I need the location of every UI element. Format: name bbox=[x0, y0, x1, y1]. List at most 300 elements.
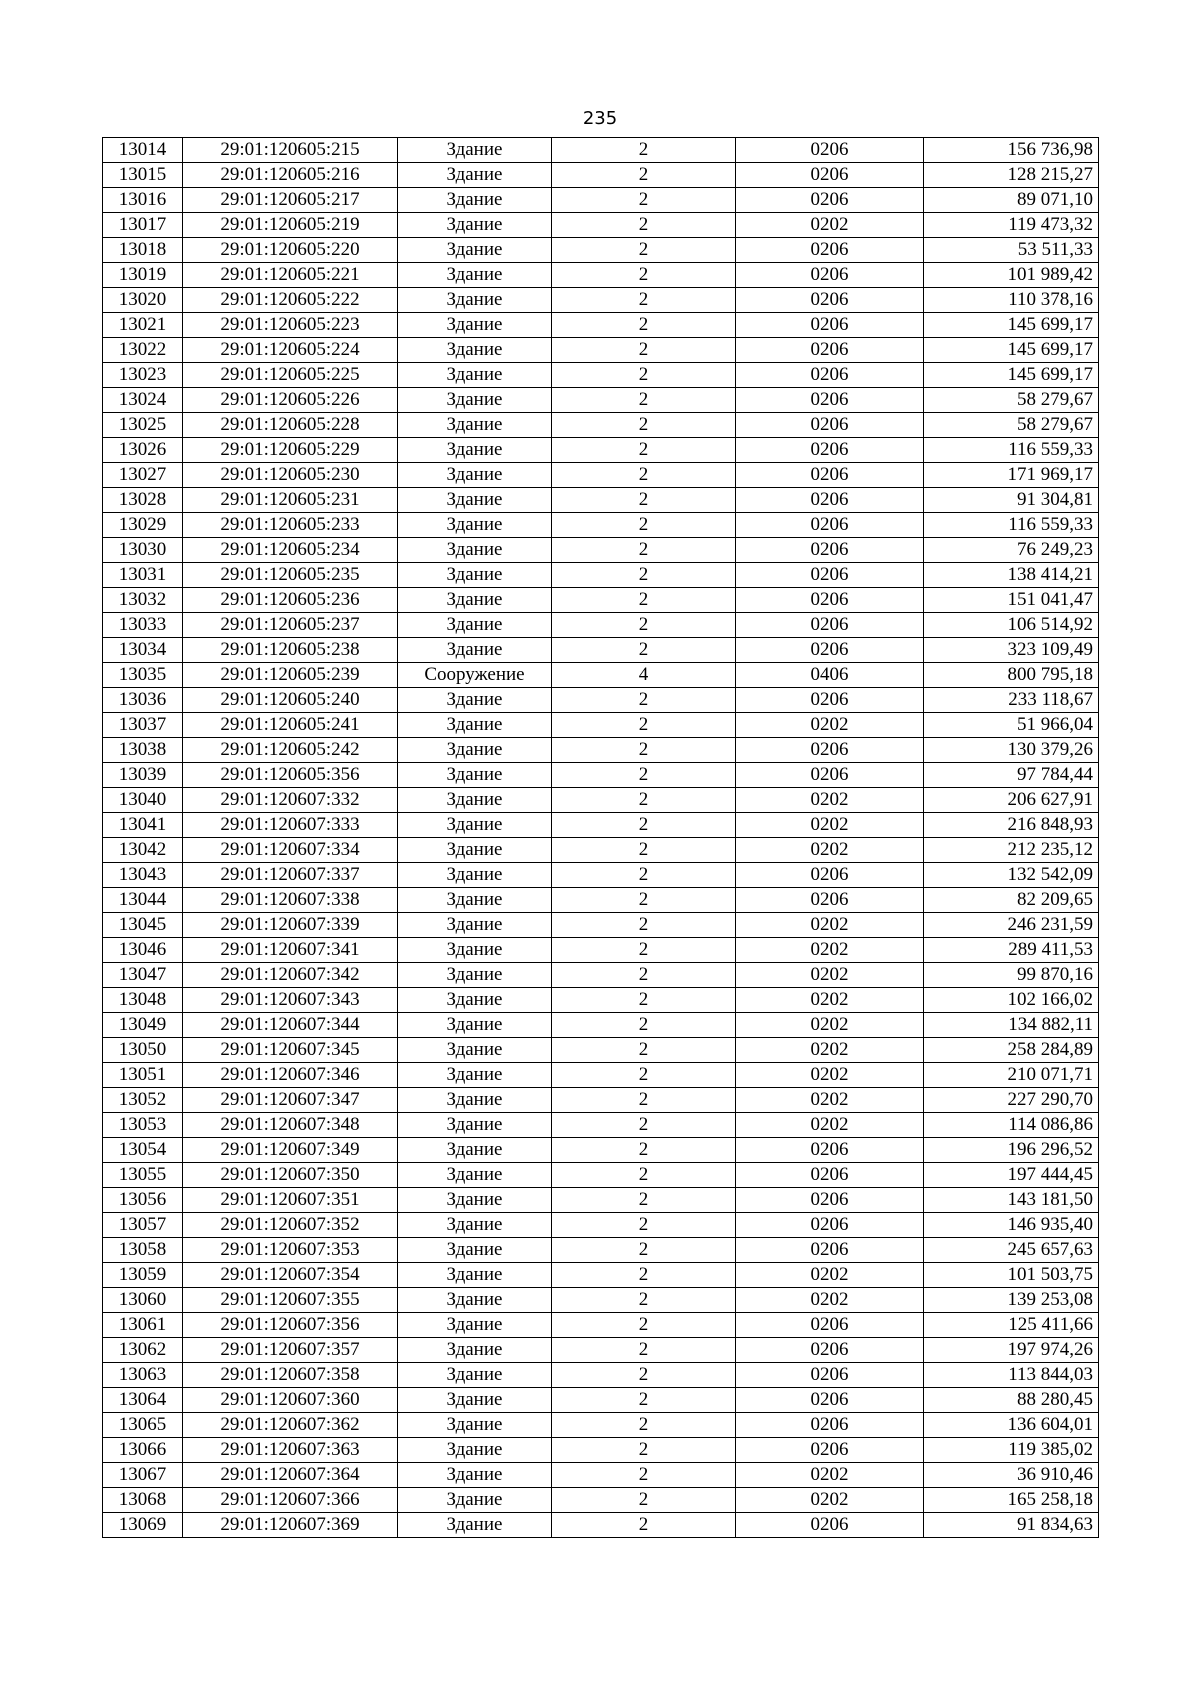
object-type-cell: Здание bbox=[398, 838, 552, 863]
object-type-cell: Здание bbox=[398, 988, 552, 1013]
row-number-cell: 13065 bbox=[103, 1413, 183, 1438]
table-row bbox=[103, 938, 1099, 963]
cadastral-value-cell: 165 258,18 bbox=[924, 1488, 1099, 1513]
group-code-cell: 2 bbox=[552, 238, 736, 263]
object-type-cell: Здание bbox=[398, 1188, 552, 1213]
row-number-cell: 13032 bbox=[103, 588, 183, 613]
group-code-cell: 2 bbox=[552, 1463, 736, 1488]
table-row bbox=[103, 688, 1099, 713]
cadastral-number-cell: 29:01:120605:217 bbox=[183, 188, 398, 213]
group-code-cell: 2 bbox=[552, 488, 736, 513]
type-code-cell: 0202 bbox=[736, 813, 924, 838]
table-row bbox=[103, 1138, 1099, 1163]
cadastral-number-cell: 29:01:120605:221 bbox=[183, 263, 398, 288]
type-code-cell: 0206 bbox=[736, 313, 924, 338]
object-type-cell: Здание bbox=[398, 263, 552, 288]
cadastral-number-cell: 29:01:120607:357 bbox=[183, 1338, 398, 1363]
group-code-cell: 2 bbox=[552, 638, 736, 663]
type-code-cell: 0206 bbox=[736, 1313, 924, 1338]
group-code-cell: 2 bbox=[552, 588, 736, 613]
type-code-cell: 0202 bbox=[736, 1063, 924, 1088]
cadastral-number-cell: 29:01:120605:356 bbox=[183, 763, 398, 788]
cadastral-value-cell: 156 736,98 bbox=[924, 138, 1099, 163]
type-code-cell: 0202 bbox=[736, 913, 924, 938]
cadastral-number-cell: 29:01:120605:235 bbox=[183, 563, 398, 588]
cadastral-number-cell: 29:01:120607:332 bbox=[183, 788, 398, 813]
table-row bbox=[103, 213, 1099, 238]
object-type-cell: Здание bbox=[398, 188, 552, 213]
object-type-cell: Здание bbox=[398, 688, 552, 713]
table-row bbox=[103, 863, 1099, 888]
table-row bbox=[103, 663, 1099, 688]
cadastral-value-cell: 101 503,75 bbox=[924, 1263, 1099, 1288]
table-row bbox=[103, 1313, 1099, 1338]
cadastral-value-cell: 323 109,49 bbox=[924, 638, 1099, 663]
row-number-cell: 13018 bbox=[103, 238, 183, 263]
cadastral-value-cell: 171 969,17 bbox=[924, 463, 1099, 488]
type-code-cell: 0202 bbox=[736, 1463, 924, 1488]
row-number-cell: 13019 bbox=[103, 263, 183, 288]
type-code-cell: 0202 bbox=[736, 1088, 924, 1113]
cadastral-number-cell: 29:01:120605:224 bbox=[183, 338, 398, 363]
table-row bbox=[103, 1413, 1099, 1438]
row-number-cell: 13035 bbox=[103, 663, 183, 688]
type-code-cell: 0206 bbox=[736, 538, 924, 563]
table-row bbox=[103, 488, 1099, 513]
group-code-cell: 2 bbox=[552, 313, 736, 338]
row-number-cell: 13054 bbox=[103, 1138, 183, 1163]
cadastral-number-cell: 29:01:120605:242 bbox=[183, 738, 398, 763]
row-number-cell: 13061 bbox=[103, 1313, 183, 1338]
cadastral-number-cell: 29:01:120607:338 bbox=[183, 888, 398, 913]
table-row bbox=[103, 263, 1099, 288]
table-row bbox=[103, 513, 1099, 538]
group-code-cell: 2 bbox=[552, 1038, 736, 1063]
object-type-cell: Здание bbox=[398, 1038, 552, 1063]
group-code-cell: 2 bbox=[552, 1513, 736, 1538]
group-code-cell: 2 bbox=[552, 263, 736, 288]
row-number-cell: 13068 bbox=[103, 1488, 183, 1513]
object-type-cell: Здание bbox=[398, 138, 552, 163]
type-code-cell: 0202 bbox=[736, 1113, 924, 1138]
cadastral-value-cell: 227 290,70 bbox=[924, 1088, 1099, 1113]
type-code-cell: 0206 bbox=[736, 738, 924, 763]
type-code-cell: 0206 bbox=[736, 588, 924, 613]
object-type-cell: Здание bbox=[398, 938, 552, 963]
table-row bbox=[103, 1513, 1099, 1538]
row-number-cell: 13036 bbox=[103, 688, 183, 713]
type-code-cell: 0206 bbox=[736, 888, 924, 913]
cadastral-number-cell: 29:01:120607:354 bbox=[183, 1263, 398, 1288]
cadastral-value-cell: 289 411,53 bbox=[924, 938, 1099, 963]
cadastral-value-cell: 143 181,50 bbox=[924, 1188, 1099, 1213]
object-type-cell: Здание bbox=[398, 538, 552, 563]
cadastral-number-cell: 29:01:120605:239 bbox=[183, 663, 398, 688]
object-type-cell: Здание bbox=[398, 963, 552, 988]
object-type-cell: Здание bbox=[398, 1288, 552, 1313]
cadastral-value-cell: 58 279,67 bbox=[924, 413, 1099, 438]
row-number-cell: 13020 bbox=[103, 288, 183, 313]
group-code-cell: 2 bbox=[552, 1338, 736, 1363]
cadastral-number-cell: 29:01:120607:347 bbox=[183, 1088, 398, 1113]
type-code-cell: 0206 bbox=[736, 463, 924, 488]
cadastral-number-cell: 29:01:120605:237 bbox=[183, 613, 398, 638]
object-type-cell: Здание bbox=[398, 638, 552, 663]
object-type-cell: Здание bbox=[398, 238, 552, 263]
object-type-cell: Здание bbox=[398, 713, 552, 738]
row-number-cell: 13051 bbox=[103, 1063, 183, 1088]
group-code-cell: 2 bbox=[552, 463, 736, 488]
row-number-cell: 13015 bbox=[103, 163, 183, 188]
cadastral-value-cell: 88 280,45 bbox=[924, 1388, 1099, 1413]
object-type-cell: Здание bbox=[398, 1413, 552, 1438]
cadastral-number-cell: 29:01:120605:215 bbox=[183, 138, 398, 163]
type-code-cell: 0206 bbox=[736, 1413, 924, 1438]
cadastral-number-cell: 29:01:120605:226 bbox=[183, 388, 398, 413]
group-code-cell: 2 bbox=[552, 513, 736, 538]
type-code-cell: 0206 bbox=[736, 263, 924, 288]
type-code-cell: 0206 bbox=[736, 363, 924, 388]
cadastral-value-cell: 102 166,02 bbox=[924, 988, 1099, 1013]
table-row bbox=[103, 1238, 1099, 1263]
row-number-cell: 13034 bbox=[103, 638, 183, 663]
cadastral-number-cell: 29:01:120607:369 bbox=[183, 1513, 398, 1538]
cadastral-number-cell: 29:01:120605:222 bbox=[183, 288, 398, 313]
object-type-cell: Здание bbox=[398, 213, 552, 238]
cadastral-number-cell: 29:01:120607:355 bbox=[183, 1288, 398, 1313]
group-code-cell: 2 bbox=[552, 1063, 736, 1088]
group-code-cell: 4 bbox=[552, 663, 736, 688]
group-code-cell: 2 bbox=[552, 888, 736, 913]
type-code-cell: 0206 bbox=[736, 1363, 924, 1388]
table-row bbox=[103, 913, 1099, 938]
table-row bbox=[103, 738, 1099, 763]
group-code-cell: 2 bbox=[552, 163, 736, 188]
type-code-cell: 0206 bbox=[736, 638, 924, 663]
type-code-cell: 0206 bbox=[736, 413, 924, 438]
object-type-cell: Здание bbox=[398, 363, 552, 388]
group-code-cell: 2 bbox=[552, 413, 736, 438]
type-code-cell: 0206 bbox=[736, 1213, 924, 1238]
object-type-cell: Здание bbox=[398, 1338, 552, 1363]
group-code-cell: 2 bbox=[552, 1288, 736, 1313]
cadastral-number-cell: 29:01:120605:220 bbox=[183, 238, 398, 263]
type-code-cell: 0206 bbox=[736, 238, 924, 263]
row-number-cell: 13057 bbox=[103, 1213, 183, 1238]
row-number-cell: 13043 bbox=[103, 863, 183, 888]
cadastral-value-cell: 113 844,03 bbox=[924, 1363, 1099, 1388]
table-row bbox=[103, 1063, 1099, 1088]
cadastral-number-cell: 29:01:120607:337 bbox=[183, 863, 398, 888]
group-code-cell: 2 bbox=[552, 1313, 736, 1338]
group-code-cell: 2 bbox=[552, 913, 736, 938]
row-number-cell: 13046 bbox=[103, 938, 183, 963]
cadastral-value-cell: 106 514,92 bbox=[924, 613, 1099, 638]
cadastral-value-cell: 125 411,66 bbox=[924, 1313, 1099, 1338]
table-row bbox=[103, 413, 1099, 438]
cadastral-value-cell: 151 041,47 bbox=[924, 588, 1099, 613]
row-number-cell: 13026 bbox=[103, 438, 183, 463]
row-number-cell: 13037 bbox=[103, 713, 183, 738]
cadastral-number-cell: 29:01:120605:234 bbox=[183, 538, 398, 563]
group-code-cell: 2 bbox=[552, 863, 736, 888]
cadastral-value-cell: 197 974,26 bbox=[924, 1338, 1099, 1363]
group-code-cell: 2 bbox=[552, 613, 736, 638]
cadastral-value-cell: 197 444,45 bbox=[924, 1163, 1099, 1188]
cadastral-value-cell: 51 966,04 bbox=[924, 713, 1099, 738]
cadastral-number-cell: 29:01:120607:352 bbox=[183, 1213, 398, 1238]
object-type-cell: Здание bbox=[398, 613, 552, 638]
object-type-cell: Здание bbox=[398, 288, 552, 313]
cadastral-value-cell: 101 989,42 bbox=[924, 263, 1099, 288]
group-code-cell: 2 bbox=[552, 338, 736, 363]
group-code-cell: 2 bbox=[552, 563, 736, 588]
cadastral-value-cell: 146 935,40 bbox=[924, 1213, 1099, 1238]
type-code-cell: 0206 bbox=[736, 1338, 924, 1363]
row-number-cell: 13048 bbox=[103, 988, 183, 1013]
cadastral-number-cell: 29:01:120605:229 bbox=[183, 438, 398, 463]
table-row bbox=[103, 1338, 1099, 1363]
row-number-cell: 13050 bbox=[103, 1038, 183, 1063]
cadastral-value-cell: 97 784,44 bbox=[924, 763, 1099, 788]
cadastral-value-cell: 145 699,17 bbox=[924, 338, 1099, 363]
table-row bbox=[103, 963, 1099, 988]
cadastral-number-cell: 29:01:120607:362 bbox=[183, 1413, 398, 1438]
cadastral-number-cell: 29:01:120607:341 bbox=[183, 938, 398, 963]
group-code-cell: 2 bbox=[552, 438, 736, 463]
cadastral-number-cell: 29:01:120605:236 bbox=[183, 588, 398, 613]
table-row bbox=[103, 463, 1099, 488]
type-code-cell: 0206 bbox=[736, 1238, 924, 1263]
cadastral-value-cell: 130 379,26 bbox=[924, 738, 1099, 763]
object-type-cell: Здание bbox=[398, 1263, 552, 1288]
cadastral-number-cell: 29:01:120607:363 bbox=[183, 1438, 398, 1463]
row-number-cell: 13067 bbox=[103, 1463, 183, 1488]
type-code-cell: 0206 bbox=[736, 338, 924, 363]
row-number-cell: 13040 bbox=[103, 788, 183, 813]
row-number-cell: 13044 bbox=[103, 888, 183, 913]
cadastral-value-cell: 58 279,67 bbox=[924, 388, 1099, 413]
cadastral-number-cell: 29:01:120605:228 bbox=[183, 413, 398, 438]
object-type-cell: Здание bbox=[398, 463, 552, 488]
cadastral-value-cell: 216 848,93 bbox=[924, 813, 1099, 838]
group-code-cell: 2 bbox=[552, 738, 736, 763]
table-row bbox=[103, 1488, 1099, 1513]
object-type-cell: Здание bbox=[398, 1313, 552, 1338]
object-type-cell: Здание bbox=[398, 1088, 552, 1113]
row-number-cell: 13053 bbox=[103, 1113, 183, 1138]
cadastral-value-cell: 99 870,16 bbox=[924, 963, 1099, 988]
cadastral-number-cell: 29:01:120607:342 bbox=[183, 963, 398, 988]
cadastral-value-cell: 116 559,33 bbox=[924, 513, 1099, 538]
table-row bbox=[103, 1213, 1099, 1238]
type-code-cell: 0202 bbox=[736, 713, 924, 738]
row-number-cell: 13024 bbox=[103, 388, 183, 413]
group-code-cell: 2 bbox=[552, 538, 736, 563]
cadastral-value-cell: 800 795,18 bbox=[924, 663, 1099, 688]
type-code-cell: 0206 bbox=[736, 438, 924, 463]
type-code-cell: 0202 bbox=[736, 1488, 924, 1513]
object-type-cell: Здание bbox=[398, 513, 552, 538]
cadastral-number-cell: 29:01:120607:333 bbox=[183, 813, 398, 838]
group-code-cell: 2 bbox=[552, 1263, 736, 1288]
type-code-cell: 0206 bbox=[736, 188, 924, 213]
cadastral-number-cell: 29:01:120605:241 bbox=[183, 713, 398, 738]
object-type-cell: Здание bbox=[398, 813, 552, 838]
row-number-cell: 13021 bbox=[103, 313, 183, 338]
row-number-cell: 13056 bbox=[103, 1188, 183, 1213]
cadastral-number-cell: 29:01:120607:366 bbox=[183, 1488, 398, 1513]
cadastral-value-cell: 91 834,63 bbox=[924, 1513, 1099, 1538]
row-number-cell: 13052 bbox=[103, 1088, 183, 1113]
cadastral-number-cell: 29:01:120607:349 bbox=[183, 1138, 398, 1163]
table-row bbox=[103, 1463, 1099, 1488]
table-row bbox=[103, 238, 1099, 263]
group-code-cell: 2 bbox=[552, 363, 736, 388]
row-number-cell: 13059 bbox=[103, 1263, 183, 1288]
row-number-cell: 13041 bbox=[103, 813, 183, 838]
cadastral-value-cell: 53 511,33 bbox=[924, 238, 1099, 263]
group-code-cell: 2 bbox=[552, 1388, 736, 1413]
object-type-cell: Здание bbox=[398, 1163, 552, 1188]
type-code-cell: 0202 bbox=[736, 788, 924, 813]
cadastral-value-cell: 196 296,52 bbox=[924, 1138, 1099, 1163]
type-code-cell: 0202 bbox=[736, 1288, 924, 1313]
table-row bbox=[103, 1013, 1099, 1038]
type-code-cell: 0206 bbox=[736, 613, 924, 638]
group-code-cell: 2 bbox=[552, 988, 736, 1013]
row-number-cell: 13049 bbox=[103, 1013, 183, 1038]
group-code-cell: 2 bbox=[552, 1188, 736, 1213]
object-type-cell: Здание bbox=[398, 1213, 552, 1238]
table-row bbox=[103, 1288, 1099, 1313]
cadastral-number-cell: 29:01:120605:230 bbox=[183, 463, 398, 488]
group-code-cell: 2 bbox=[552, 1413, 736, 1438]
cadastral-value-cell: 76 249,23 bbox=[924, 538, 1099, 563]
group-code-cell: 2 bbox=[552, 963, 736, 988]
cadastral-value-cell: 206 627,91 bbox=[924, 788, 1099, 813]
group-code-cell: 2 bbox=[552, 938, 736, 963]
row-number-cell: 13060 bbox=[103, 1288, 183, 1313]
group-code-cell: 2 bbox=[552, 388, 736, 413]
object-type-cell: Здание bbox=[398, 788, 552, 813]
type-code-cell: 0206 bbox=[736, 488, 924, 513]
row-number-cell: 13030 bbox=[103, 538, 183, 563]
group-code-cell: 2 bbox=[552, 213, 736, 238]
cadastral-value-cell: 210 071,71 bbox=[924, 1063, 1099, 1088]
table-row bbox=[103, 163, 1099, 188]
row-number-cell: 13017 bbox=[103, 213, 183, 238]
cadastral-number-cell: 29:01:120605:240 bbox=[183, 688, 398, 713]
row-number-cell: 13022 bbox=[103, 338, 183, 363]
row-number-cell: 13029 bbox=[103, 513, 183, 538]
table-row bbox=[103, 1363, 1099, 1388]
cadastral-value-cell: 119 385,02 bbox=[924, 1438, 1099, 1463]
table-row bbox=[103, 788, 1099, 813]
table-row bbox=[103, 988, 1099, 1013]
row-number-cell: 13058 bbox=[103, 1238, 183, 1263]
table-row bbox=[103, 338, 1099, 363]
table-row bbox=[103, 888, 1099, 913]
type-code-cell: 0206 bbox=[736, 1163, 924, 1188]
row-number-cell: 13033 bbox=[103, 613, 183, 638]
object-type-cell: Здание bbox=[398, 763, 552, 788]
type-code-cell: 0206 bbox=[736, 763, 924, 788]
object-type-cell: Здание bbox=[398, 1363, 552, 1388]
cadastral-value-cell: 82 209,65 bbox=[924, 888, 1099, 913]
cadastral-value-cell: 233 118,67 bbox=[924, 688, 1099, 713]
row-number-cell: 13045 bbox=[103, 913, 183, 938]
cadastral-number-cell: 29:01:120607:350 bbox=[183, 1163, 398, 1188]
cadastral-value-cell: 116 559,33 bbox=[924, 438, 1099, 463]
group-code-cell: 2 bbox=[552, 1088, 736, 1113]
object-type-cell: Здание bbox=[398, 438, 552, 463]
cadastral-value-cell: 89 071,10 bbox=[924, 188, 1099, 213]
cadastral-number-cell: 29:01:120607:351 bbox=[183, 1188, 398, 1213]
cadastral-value-cell: 110 378,16 bbox=[924, 288, 1099, 313]
cadastral-value-cell: 258 284,89 bbox=[924, 1038, 1099, 1063]
table-row bbox=[103, 1088, 1099, 1113]
row-number-cell: 13039 bbox=[103, 763, 183, 788]
table-row bbox=[103, 388, 1099, 413]
object-type-cell: Здание bbox=[398, 313, 552, 338]
table-row bbox=[103, 613, 1099, 638]
cadastral-value-cell: 132 542,09 bbox=[924, 863, 1099, 888]
type-code-cell: 0202 bbox=[736, 963, 924, 988]
cadastral-value-cell: 138 414,21 bbox=[924, 563, 1099, 588]
row-number-cell: 13038 bbox=[103, 738, 183, 763]
object-type-cell: Сооружение bbox=[398, 663, 552, 688]
type-code-cell: 0202 bbox=[736, 213, 924, 238]
cadastral-number-cell: 29:01:120607:358 bbox=[183, 1363, 398, 1388]
cadastral-value-cell: 136 604,01 bbox=[924, 1413, 1099, 1438]
object-type-cell: Здание bbox=[398, 488, 552, 513]
object-type-cell: Здание bbox=[398, 1113, 552, 1138]
page-number: 235 bbox=[582, 108, 618, 129]
object-type-cell: Здание bbox=[398, 338, 552, 363]
type-code-cell: 0206 bbox=[736, 1438, 924, 1463]
row-number-cell: 13025 bbox=[103, 413, 183, 438]
cadastral-number-cell: 29:01:120605:233 bbox=[183, 513, 398, 538]
type-code-cell: 0206 bbox=[736, 513, 924, 538]
type-code-cell: 0202 bbox=[736, 1038, 924, 1063]
cadastral-number-cell: 29:01:120607:356 bbox=[183, 1313, 398, 1338]
row-number-cell: 13042 bbox=[103, 838, 183, 863]
table-row bbox=[103, 1388, 1099, 1413]
group-code-cell: 2 bbox=[552, 1238, 736, 1263]
cadastral-value-cell: 212 235,12 bbox=[924, 838, 1099, 863]
cadastral-number-cell: 29:01:120607:364 bbox=[183, 1463, 398, 1488]
cadastral-number-cell: 29:01:120605:231 bbox=[183, 488, 398, 513]
cadastral-number-cell: 29:01:120607:344 bbox=[183, 1013, 398, 1038]
type-code-cell: 0206 bbox=[736, 1388, 924, 1413]
cadastral-value-cell: 114 086,86 bbox=[924, 1113, 1099, 1138]
group-code-cell: 2 bbox=[552, 838, 736, 863]
registry-table bbox=[102, 137, 1099, 1538]
object-type-cell: Здание bbox=[398, 888, 552, 913]
group-code-cell: 2 bbox=[552, 1113, 736, 1138]
type-code-cell: 0206 bbox=[736, 138, 924, 163]
type-code-cell: 0206 bbox=[736, 388, 924, 413]
group-code-cell: 2 bbox=[552, 1363, 736, 1388]
cadastral-number-cell: 29:01:120607:343 bbox=[183, 988, 398, 1013]
table-row bbox=[103, 1263, 1099, 1288]
cadastral-value-cell: 36 910,46 bbox=[924, 1463, 1099, 1488]
object-type-cell: Здание bbox=[398, 1063, 552, 1088]
object-type-cell: Здание bbox=[398, 1138, 552, 1163]
table-row bbox=[103, 1038, 1099, 1063]
cadastral-number-cell: 29:01:120607:353 bbox=[183, 1238, 398, 1263]
